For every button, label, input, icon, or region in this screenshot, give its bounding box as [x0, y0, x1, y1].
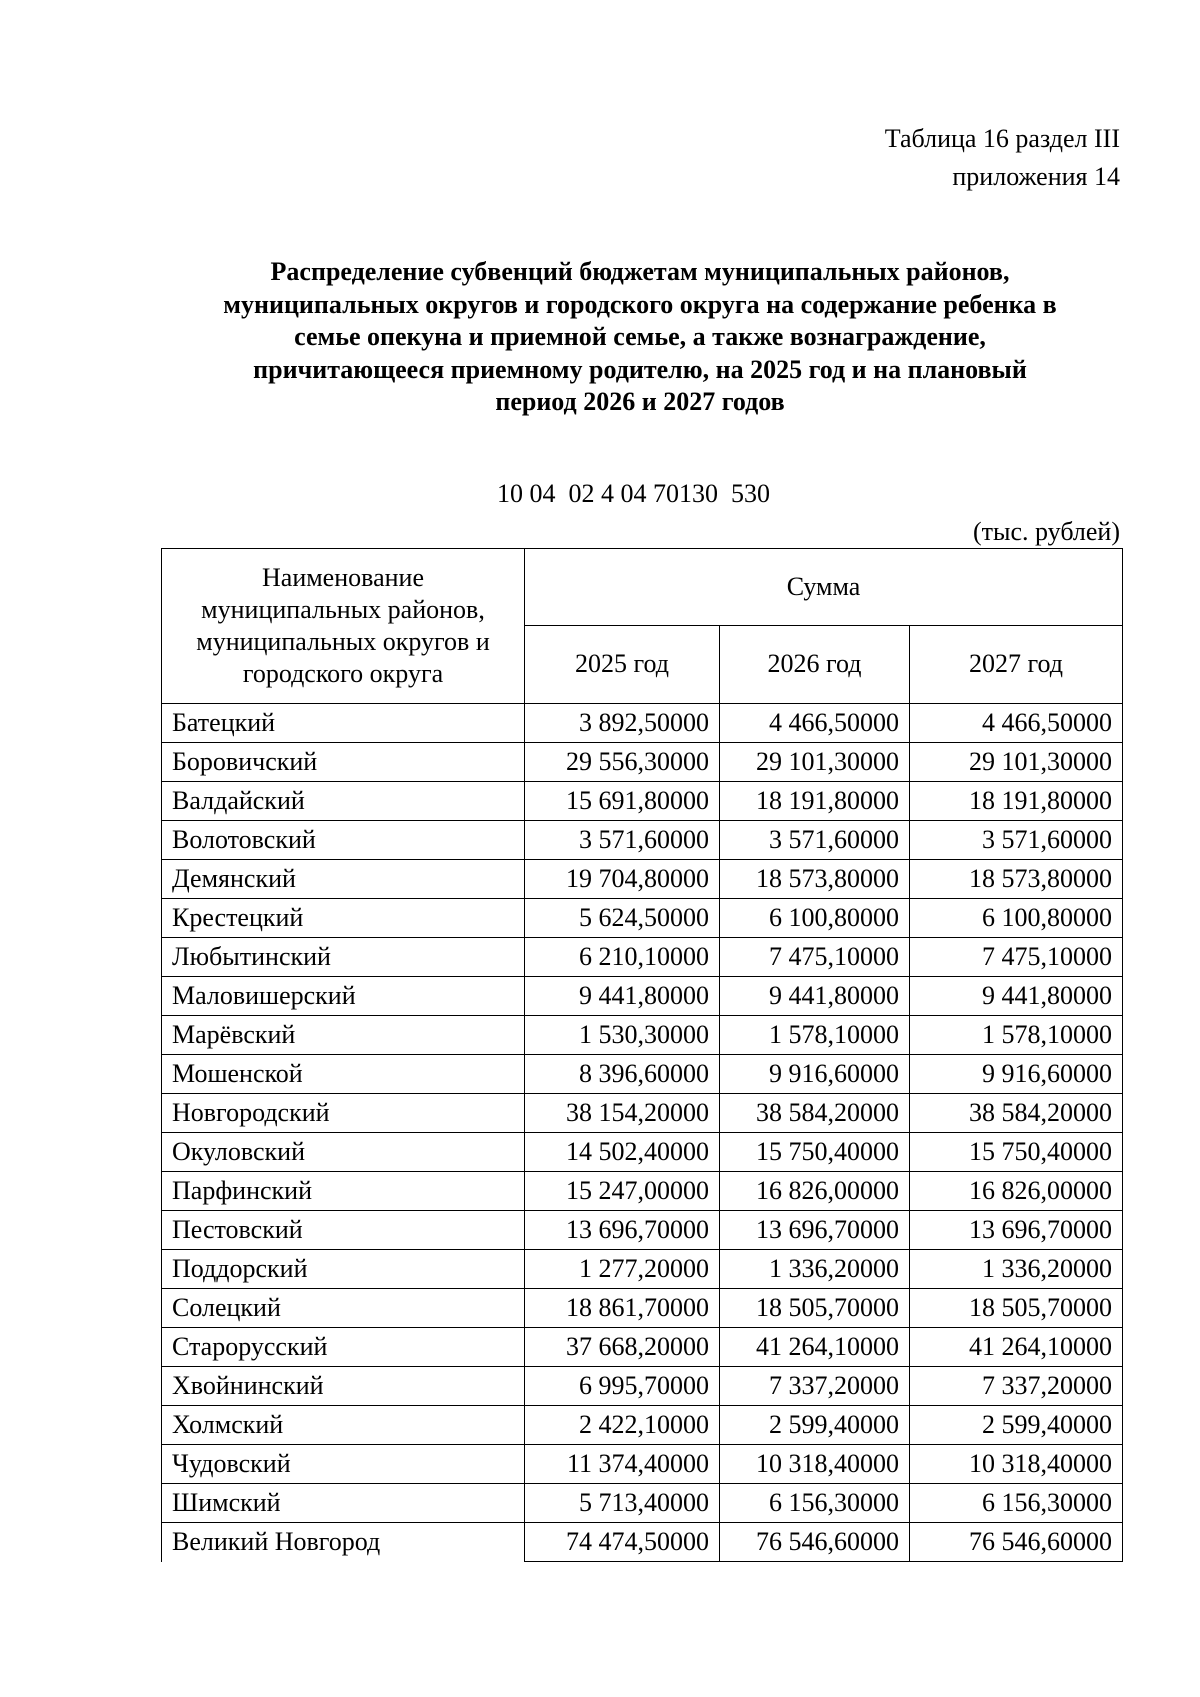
table-row [162, 704, 1123, 743]
amount-2027-cell: 6 100,80000 [910, 899, 1123, 938]
amount-2025-cell: 1 530,30000 [525, 1016, 720, 1055]
amount-2027-cell: 2 599,40000 [910, 1406, 1123, 1445]
amount-2025-cell: 6 210,10000 [525, 938, 720, 977]
municipality-name-cell: Марёвский [162, 1016, 525, 1055]
amount-2027-cell: 18 573,80000 [910, 860, 1123, 899]
amount-2025-cell: 14 502,40000 [525, 1133, 720, 1172]
amount-2025-cell: 8 396,60000 [525, 1055, 720, 1094]
amount-2025-cell: 3 892,50000 [525, 704, 720, 743]
municipality-name-cell: Великий Новгород [162, 1523, 525, 1562]
municipality-name-cell: Солецкий [162, 1289, 525, 1328]
document-title [150, 256, 1130, 419]
column-header-year-2027: 2027 год [910, 625, 1123, 703]
amount-2025-cell: 29 556,30000 [525, 743, 720, 782]
table-row [162, 1328, 1123, 1367]
amount-2025-cell: 1 277,20000 [525, 1250, 720, 1289]
amount-2026-cell: 1 578,10000 [720, 1016, 910, 1055]
amount-2027-cell: 9 441,80000 [910, 977, 1123, 1016]
amount-2027-cell: 7 475,10000 [910, 938, 1123, 977]
amount-2027-cell: 76 546,60000 [910, 1523, 1123, 1562]
municipality-name-cell: Холмский [162, 1406, 525, 1445]
amount-2026-cell: 18 573,80000 [720, 860, 910, 899]
title-line: Распределение субвенций бюджетам муниципальных районов, [270, 257, 1010, 286]
amount-2025-cell: 5 713,40000 [525, 1484, 720, 1523]
column-header-sum: Сумма [525, 549, 1123, 626]
amount-2025-cell: 37 668,20000 [525, 1328, 720, 1367]
amount-2025-cell: 74 474,50000 [525, 1523, 720, 1562]
table-row [162, 1172, 1123, 1211]
amount-2027-cell: 18 191,80000 [910, 782, 1123, 821]
title-line: муниципальных округов и городского округа на содержание ребенка в [223, 289, 1057, 319]
amount-2025-cell: 38 154,20000 [525, 1094, 720, 1133]
amount-2027-cell: 15 750,40000 [910, 1133, 1123, 1172]
municipality-name-cell: Мошенской [162, 1055, 525, 1094]
municipality-name-cell: Валдайский [162, 782, 525, 821]
municipality-name-cell: Хвойнинский [162, 1367, 525, 1406]
municipality-name-cell: Демянский [162, 860, 525, 899]
amount-2025-cell: 13 696,70000 [525, 1211, 720, 1250]
amount-2027-cell: 38 584,20000 [910, 1094, 1123, 1133]
title-line: причитающееся приемному родителю, на 2025 год и на плановый [253, 354, 1027, 384]
amount-2025-cell: 5 624,50000 [525, 899, 720, 938]
column-header-year-2025: 2025 год [525, 625, 720, 703]
table-row [162, 1250, 1123, 1289]
amount-2026-cell: 13 696,70000 [720, 1211, 910, 1250]
amount-2026-cell: 3 571,60000 [720, 821, 910, 860]
amount-2025-cell: 15 247,00000 [525, 1172, 720, 1211]
municipality-name-cell: Батецкий [162, 704, 525, 743]
table-row [162, 1211, 1123, 1250]
amount-2027-cell: 7 337,20000 [910, 1367, 1123, 1406]
column-header-name: Наименование муниципальных районов, муниципальных округов и городского округа [162, 549, 525, 704]
table-row [162, 1445, 1123, 1484]
amount-2027-cell: 1 336,20000 [910, 1250, 1123, 1289]
amount-2026-cell: 7 337,20000 [720, 1367, 910, 1406]
amount-2026-cell: 7 475,10000 [720, 938, 910, 977]
table-row [162, 860, 1123, 899]
table-row [162, 1484, 1123, 1523]
municipality-name-cell: Шимский [162, 1484, 525, 1523]
municipality-name-cell: Чудовский [162, 1445, 525, 1484]
amount-2026-cell: 4 466,50000 [720, 704, 910, 743]
amount-2027-cell: 41 264,10000 [910, 1328, 1123, 1367]
table-row [162, 899, 1123, 938]
municipality-name-cell: Боровичский [162, 743, 525, 782]
units-label: (тыс. рублей) [972, 517, 1120, 546]
table-body [162, 704, 1123, 1562]
amount-2026-cell: 76 546,60000 [720, 1523, 910, 1562]
table-header [162, 549, 1123, 704]
municipality-name-cell: Парфинский [162, 1172, 525, 1211]
amount-2027-cell: 6 156,30000 [910, 1484, 1123, 1523]
amount-2027-cell: 9 916,60000 [910, 1055, 1123, 1094]
amount-2026-cell: 9 441,80000 [720, 977, 910, 1016]
amount-2026-cell: 1 336,20000 [720, 1250, 910, 1289]
municipality-name-cell: Волотовский [162, 821, 525, 860]
municipality-name-cell: Любытинский [162, 938, 525, 977]
table-row [162, 1094, 1123, 1133]
amount-2026-cell: 38 584,20000 [720, 1094, 910, 1133]
municipality-name-cell: Пестовский [162, 1211, 525, 1250]
amount-2026-cell: 6 156,30000 [720, 1484, 910, 1523]
amount-2025-cell: 11 374,40000 [525, 1445, 720, 1484]
document-reference [885, 120, 1120, 196]
table-row [162, 1016, 1123, 1055]
amount-2026-cell: 10 318,40000 [720, 1445, 910, 1484]
amount-2025-cell: 15 691,80000 [525, 782, 720, 821]
amount-2027-cell: 18 505,70000 [910, 1289, 1123, 1328]
reference-table-section: Таблица 16 раздел III [884, 124, 1120, 153]
amount-2025-cell: 19 704,80000 [525, 860, 720, 899]
table-row [162, 1406, 1123, 1445]
table-row [162, 938, 1123, 977]
amount-2026-cell: 6 100,80000 [720, 899, 910, 938]
amount-2026-cell: 29 101,30000 [720, 743, 910, 782]
table-row [162, 782, 1123, 821]
budget-classification-code: 10 04 02 4 04 70130 530 [497, 479, 770, 508]
amount-2026-cell: 9 916,60000 [720, 1055, 910, 1094]
title-line: период 2026 и 2027 годов [495, 387, 785, 416]
amount-2025-cell: 6 995,70000 [525, 1367, 720, 1406]
title-line: семье опекуна и приемной семье, а также вознаграждение, [294, 322, 986, 351]
amount-2027-cell: 13 696,70000 [910, 1211, 1123, 1250]
subvention-table [161, 548, 1123, 1562]
municipality-name-cell: Маловишерский [162, 977, 525, 1016]
table-row [162, 1055, 1123, 1094]
amount-2026-cell: 16 826,00000 [720, 1172, 910, 1211]
reference-appendix: приложения 14 [952, 162, 1120, 191]
amount-2025-cell: 9 441,80000 [525, 977, 720, 1016]
amount-2026-cell: 15 750,40000 [720, 1133, 910, 1172]
column-header-year-2026: 2026 год [720, 625, 910, 703]
table-row [162, 1523, 1123, 1562]
amount-2027-cell: 4 466,50000 [910, 704, 1123, 743]
table-row [162, 1133, 1123, 1172]
table-row [162, 977, 1123, 1016]
amount-2026-cell: 41 264,10000 [720, 1328, 910, 1367]
amount-2026-cell: 18 505,70000 [720, 1289, 910, 1328]
table-row [162, 1367, 1123, 1406]
table-row [162, 743, 1123, 782]
municipality-name-cell: Крестецкий [162, 899, 525, 938]
table-row [162, 1289, 1123, 1328]
amount-2026-cell: 2 599,40000 [720, 1406, 910, 1445]
amount-2025-cell: 18 861,70000 [525, 1289, 720, 1328]
municipality-name-cell: Поддорский [162, 1250, 525, 1289]
amount-2027-cell: 16 826,00000 [910, 1172, 1123, 1211]
municipality-name-cell: Окуловский [162, 1133, 525, 1172]
amount-2025-cell: 2 422,10000 [525, 1406, 720, 1445]
amount-2027-cell: 1 578,10000 [910, 1016, 1123, 1055]
amount-2027-cell: 10 318,40000 [910, 1445, 1123, 1484]
table-row [162, 821, 1123, 860]
amount-2027-cell: 3 571,60000 [910, 821, 1123, 860]
municipality-name-cell: Старорусский [162, 1328, 525, 1367]
amount-2026-cell: 18 191,80000 [720, 782, 910, 821]
amount-2027-cell: 29 101,30000 [910, 743, 1123, 782]
municipality-name-cell: Новгородский [162, 1094, 525, 1133]
amount-2025-cell: 3 571,60000 [525, 821, 720, 860]
